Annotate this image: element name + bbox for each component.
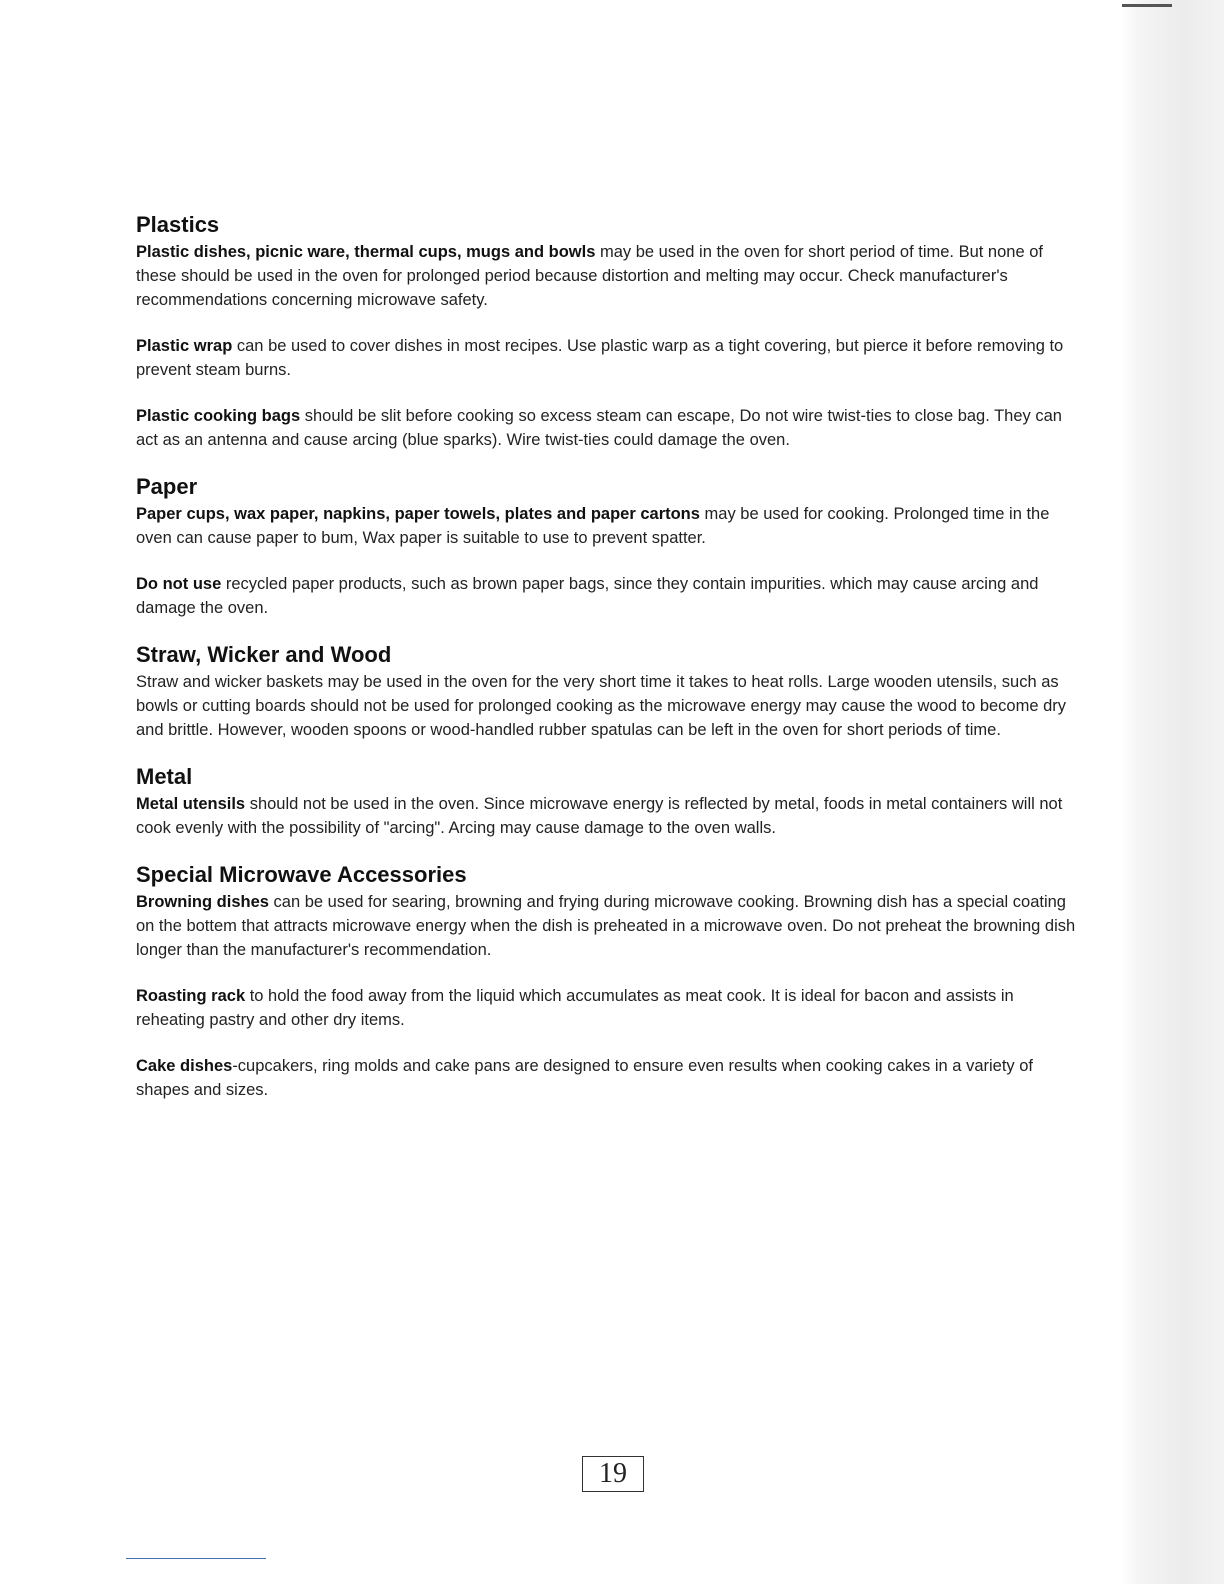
paragraph-do-not-use bbox=[136, 572, 1084, 620]
paragraph-text: can be used for searing, browning and frying during microwave cooking. Browning dish has a special coating on the bottem that attracts microwave energy when the dish is preheated in a microwave oven. Do not preheat the browning dish longer than the manufacturer's recommendation. bbox=[136, 893, 1076, 959]
page-number: 19 bbox=[582, 1456, 644, 1492]
section-heading-special-accessories: Special Microwave Accessories bbox=[136, 862, 467, 887]
paragraph-plastic-wrap bbox=[136, 334, 1084, 382]
paragraph-text: to hold the food away from the liquid which accumulates as meat cook. It is ideal for bacon and assists in reheating pastry and other dry items. bbox=[136, 987, 1014, 1029]
paragraph-metal-utensils bbox=[136, 792, 1084, 840]
paragraph-roasting-rack bbox=[136, 984, 1084, 1032]
section-heading-paper: Paper bbox=[136, 474, 198, 499]
paragraph-text: should not be used in the oven. Since microwave energy is reflected by metal, foods in metal containers will not cook evenly with the possibility of "arcing". Arcing may cause damage to the oven walls. bbox=[136, 795, 1063, 837]
scan-mark bbox=[1122, 4, 1172, 7]
term-plastic-cooking-bags: Plastic cooking bags bbox=[136, 407, 301, 425]
section-heading-plastics: Plastics bbox=[136, 212, 220, 237]
term-roasting-rack: Roasting rack bbox=[136, 987, 246, 1005]
paragraph-text: Straw and wicker baskets may be used in the oven for the very short time it takes to heat rolls. Large wooden utensils, such as bowls or cutting boards should not be used for prolonged cooking as the microwave energy may cause the wood to become dry and brittle. However, wooden spoons or wood-handled rubber spatulas can be left in the oven for short periods of time. bbox=[136, 673, 1067, 739]
term-browning-dishes: Browning dishes bbox=[136, 893, 269, 911]
term-plastic-wrap: Plastic wrap bbox=[136, 337, 233, 355]
section-heading-metal: Metal bbox=[136, 764, 193, 789]
paragraph-text: may be used in the oven for short period of time. But none of these should be used in the oven for prolonged period because distortion and melting may occur. Check manufacturer's recommendations concerning microwave safety. bbox=[136, 243, 1043, 309]
term-cake-dishes: Cake dishes bbox=[136, 1057, 233, 1075]
paragraph-paper-cups bbox=[136, 502, 1084, 550]
paragraph-text: -cupcakers, ring molds and cake pans are designed to ensure even results when cooking cakes in a variety of shapes and sizes. bbox=[136, 1057, 1034, 1099]
term-do-not-use: Do not use bbox=[136, 575, 222, 593]
paragraph-text: can be used to cover dishes in most recipes. Use plastic warp as a tight covering, but pierce it before removing to prevent steam burns. bbox=[136, 337, 1064, 379]
term-metal-utensils: Metal utensils bbox=[136, 795, 246, 813]
scanned-page-edge bbox=[1120, 0, 1224, 1584]
paragraph-straw-wicker bbox=[136, 670, 1084, 742]
footer-rule bbox=[126, 1558, 266, 1559]
paragraph-text: should be slit before cooking so excess steam can escape, Do not wire twist-ties to close bag. They can act as an antenna and cause arcing (blue sparks). Wire twist-ties could damage the oven. bbox=[136, 407, 1062, 449]
paragraph-plastic-cooking-bags bbox=[136, 404, 1084, 452]
paragraph-text: may be used for cooking. Prolonged time in the oven can cause paper to bum, Wax paper is suitable to use to prevent spatter. bbox=[136, 505, 1050, 547]
paragraph-text: recycled paper products, such as brown paper bags, since they contain impurities. which may cause arcing and damage the oven. bbox=[136, 575, 1039, 617]
document-body bbox=[136, 210, 1084, 1102]
paragraph-plastic-dishes bbox=[136, 240, 1084, 312]
section-heading-straw-wicker-wood: Straw, Wicker and Wood bbox=[136, 642, 392, 667]
term-paper-cups: Paper cups, wax paper, napkins, paper towels, plates and paper cartons bbox=[136, 505, 700, 523]
term-plastic-dishes: Plastic dishes, picnic ware, thermal cups, mugs and bowls bbox=[136, 243, 596, 261]
paragraph-cake-dishes bbox=[136, 1054, 1084, 1102]
paragraph-browning-dishes bbox=[136, 890, 1084, 962]
